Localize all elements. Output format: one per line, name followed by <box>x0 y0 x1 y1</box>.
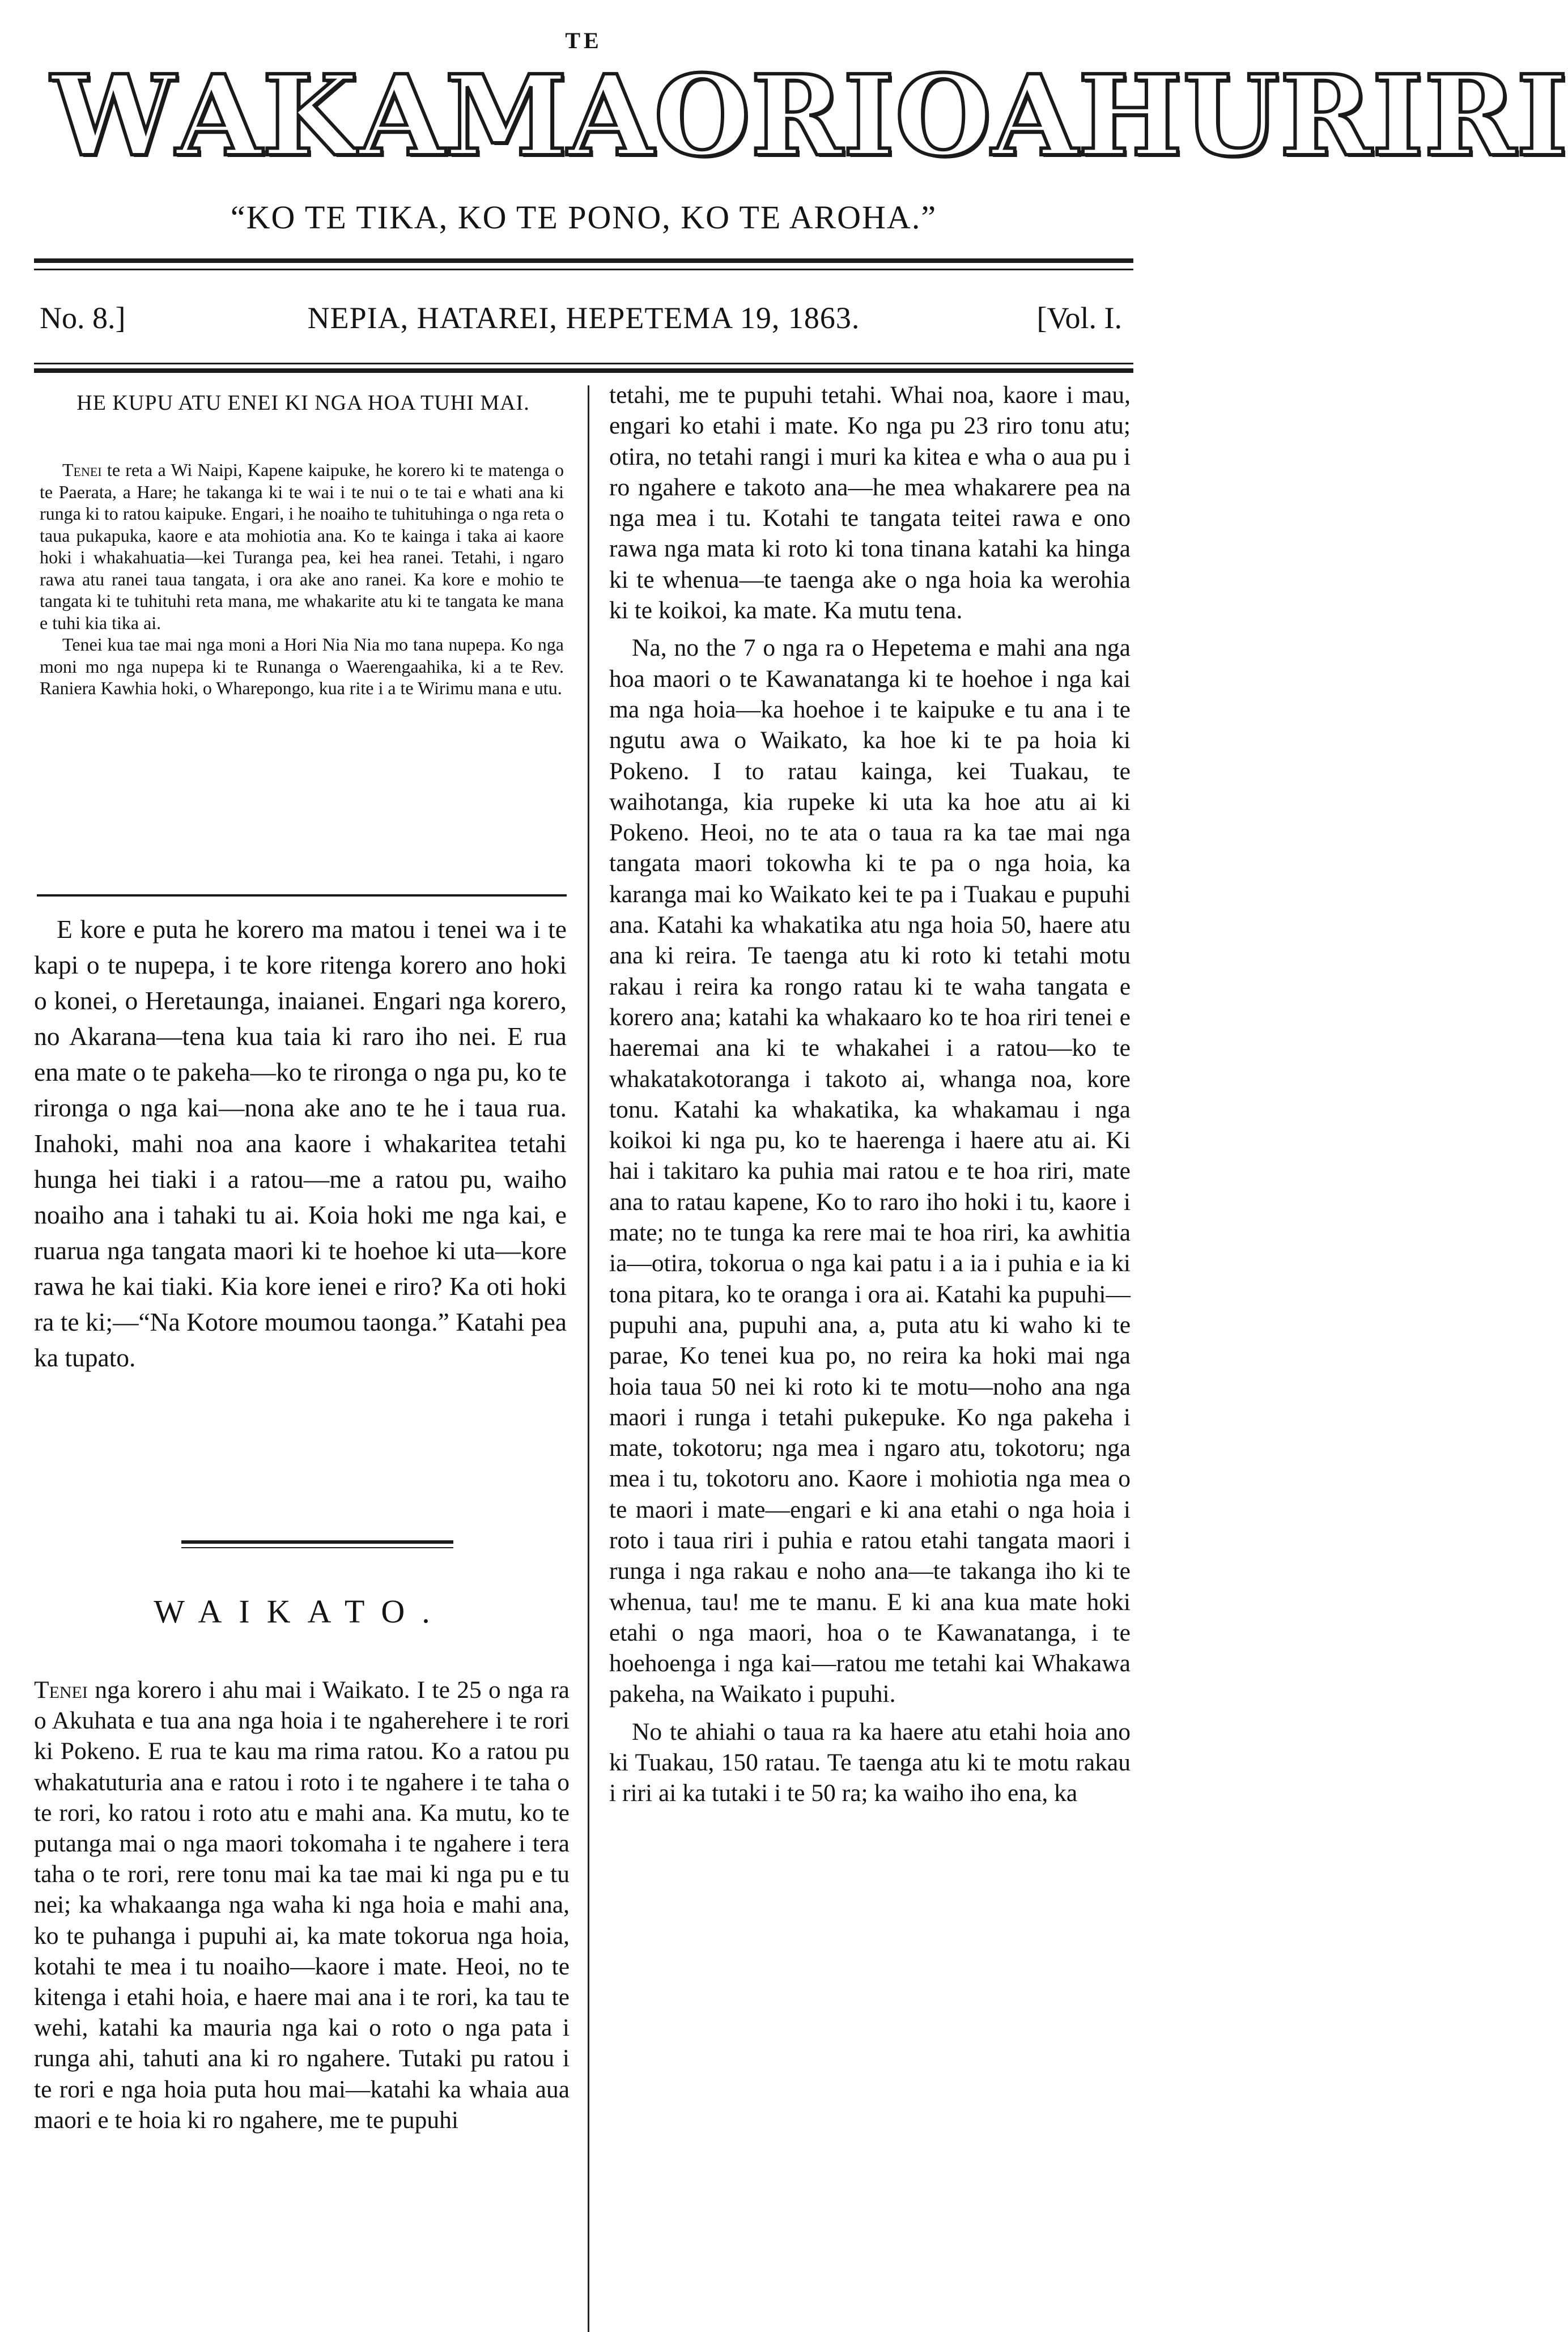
masthead-letter: A <box>358 51 445 181</box>
notice-body <box>40 459 564 699</box>
notice-lead: Tenei <box>62 460 102 480</box>
notice-paragraph <box>40 459 564 634</box>
motto: “KO TE TIKA, KO TE PONO, KO TE AROHA.” <box>230 199 937 236</box>
editorial-paragraph: E kore e puta he korero ma matou i tenei wa i te kapi o te nupepa, i te kore ritenga korero ano hoki o konei, o Heretaunga, inaianei. Engari nga korero, no Akarana—tena kua taia ki raro iho nei. E rua ena mate o te pakeha—ko te rironga o nga pu, ko te rironga o nga kai—nona ake ano te he i taua rua. Inahoki, mahi noa ana kaore i whakaritea tetahi hunga hei tiaki i a ratou—me a ratou pu, waiho noaiho ana i tahaki tu ai. Koia hoki me nga kai, e ruarua nga tangata maori ki te hoehoe ki uta—kore rawa he kai tiaki. Kia kore ienei e riro? Ka oti hoki ra te ki;—“Na Kotore moumou taonga.” Katahi pea ka tupato. <box>34 915 567 1372</box>
notice-text: te reta a Wi Naipi, Kapene kaipuke, he korero ki te matenga o te Paerata, a Hare; he takanga ki te wai i te nui o te tai e whati ana ki runga ki to ratou kaipuke. Engari, i he noaiho te tuhituhinga o nga reta o taua pukapuka, kaore e ata mohiotia ana. Ko te kainga i taka ai kaore hoki i whakahuatia—kei Turanga pea, kei hea ranei. Tetahi, i ngaro rawa atu ranei taua tangata, i ora ake ano ranei. Ka kore e mohio te tangata ki te tuhituhi reta mana, me whakarite atu ki te tangata ke mana e tuhi kia tika ai. <box>40 460 564 633</box>
masthead-letter: I <box>1371 51 1424 181</box>
masthead-letter: A <box>991 51 1078 181</box>
waikato-heading: WAIKATO. <box>154 1593 447 1630</box>
right-paragraph-3: No te ahiahi o taua ra ka haere atu etahi hoia ano ki Tuakau, 150 ratau. Te taenga atu ki te motu rakau i riri ai ka tutaki i te 50 ra; ka waiho iho ena, ka <box>609 1718 1131 1807</box>
masthead-letter: O <box>653 51 751 181</box>
notice-heading: HE KUPU ATU ENEI KI NGA HOA TUHI MAI. <box>77 391 530 415</box>
column-divider <box>588 385 589 2332</box>
masthead-letter: I <box>1516 51 1568 181</box>
header-rule-bottom <box>34 368 1133 373</box>
header-rule-top-thin <box>34 269 1133 270</box>
issue-line <box>34 295 1133 346</box>
issue-date: NEPIA, HATAREI, HEPETEMA 19, 1863. <box>307 301 860 335</box>
masthead-letter: R <box>1423 51 1516 181</box>
section-separator <box>37 894 567 897</box>
waikato-paragraph <box>34 1675 570 2135</box>
waikato-text: nga korero i ahu mai i Waikato. I te 25 o nga ra o Akuhata e tua ana nga hoia i te ngaherehere i te rori ki Pokeno. E rua te kau ma rima ratou. Ko a ratou pu whakatuturia ana e ratou i roto i te ngahere i te taha o te rori, ko ratou i roto atu e mahi ana. Ka mutu, ko te putanga mai o nga maori tokomaha i te ngahere i tera taha o te rori, rere tonu mai ka tae mai ki nga pu e tu nei; ka whakaanga nga waha ki nga hoia e mahi ana, ko te puhanga i pupuhi ai, ka mate tokorua nga hoia, kotahi te mea i tu noaiho—kaore i mate. Heoi, no te kitenga i etahi hoia, e haere mai ana i te rori, ka tau te wehi, katahi ka mauria nga kai o roto o nga pata i runga ahi, tahuti ana ki ro ngahere. Tutaki pu ratou i te rori e nga hoia puta hou mai—katahi ka whaia aua maori e te hoia ki ro ngahere, me te pupuhi <box>34 1676 570 2134</box>
masthead-letter: W <box>51 51 176 181</box>
waikato-article-continued <box>609 380 1131 1816</box>
masthead-letter: A <box>176 51 262 181</box>
masthead-letter: A <box>567 51 654 181</box>
right-paragraph-1: tetahi, me te pupuhi tetahi. Whai noa, kaore i mau, engari ko etahi i mate. Ko nga pu 23 riro tonu atu; otira, no tetahi rangi i muri ka kitea e wha o aua pu i ro ngahere e takoto ana—he mea whakarere pea na nga mea i tu. Kotahi te tangata teitei rawa e ono rawa nga mata ki roto ki tona tinana katahi ka hinga ki te whenua—te taenga ake o nga hoia ka werohia ki te koikoi, ka mate. Ka mutu tena. <box>609 381 1131 625</box>
masthead-letter: O <box>895 51 992 181</box>
right-paragraph-2: Na, no the 7 o nga ra o Hepetema e mahi ana nga hoa maori o te Kawanatanga ki te hoehoe i nga kai ma nga hoia—ka hoehoe i te kaipuke e tu ana i te ngutu awa o Waikato, ka hoe ki te pa hoia ki Pokeno. I to ratau kainga, kei Tuakau, te waihotanga, kia rupeke ki uta ka hoe atu ai ki Pokeno. Heoi, no te ata o taua ra ka tae mai nga tangata maori tokowha ki te pa o nga hoia, ka karanga mai ko Waikato kei te pa i Tuakau e pupuhi ana. Katahi ka whakatika atu nga hoia 50, haere atu ana ki reira. Te taenga atu ki roto ki tetahi motu rakau i reira ka rongo ratau ki te waha tangata e korero ana; katahi ka whakaaro ko te hoa riri tenei e haeremai ana ki te whakahei i a ratou—ko te whakatakotoranga i takoto ai, whanga noa, kore tonu. Katahi ka whakatika, ka whakamau i nga koikoi ki nga pu, ko te haerenga i haere atu ai. Ki hai i takitaro ka puhia mai ratou e te hoa riri, mate ana to ratau kapene, Ko to raro iho hoki i tu, kaore i mate; no te tunga ka rere mai te hoa riri, ka awhitia ia—otira, tokorua o nga kai patu i a ia i puhia e ia ki tona pitara, ko te oranga i ora ai. Katahi ka pupuhi—pupuhi ana, pupuhi ana, a, puta atu ki waho ki te parae, Ko tenei kua po, no reira ka hoki mai nga hoia taua 50 nei ki roto ki te motu—noho ana nga maori i runga i tetahi pukepuke. Ko nga pakeha i mate, tokotoru; nga mea i ngaro atu, tokotoru; nga mea i tu, tokotoru ano. Kaore i mohiotia nga mea o te maori i mate—engari e ki ana etahi o nga hoia i roto i taua riri i puhia e ratou etahi tangata maori i runga i nga rakau e noho ana—te takanga iho ki te whenua, tau! me te manu. E ki ana kua mate hoki etahi o nga maori, hoa o te Kawanatanga, i te hoehoenga i nga kai—ratou me tetahi kai Whakawa pakeha, na Waikato i pupuhi. <box>609 634 1131 1708</box>
masthead-letter: R <box>1279 51 1372 181</box>
header-rule-top <box>34 258 1133 263</box>
masthead-letter: M <box>444 51 568 181</box>
masthead-pre-title: TE <box>565 28 602 53</box>
header-rule-bottom-thin <box>34 363 1133 364</box>
masthead-letter: I <box>843 51 895 181</box>
editorial-article <box>34 911 567 1375</box>
masthead-letter: K <box>262 51 359 181</box>
masthead-title <box>51 51 1568 181</box>
waikato-lead: Tenei <box>34 1676 88 1704</box>
masthead-letter: R <box>750 51 843 181</box>
masthead-letter: U <box>1183 51 1280 181</box>
volume-number: [Vol. I. <box>1036 301 1122 335</box>
masthead-letter: H <box>1077 51 1183 181</box>
notice-paragraph-2: Tenei kua tae mai nga moni a Hori Nia Nia mo tana nupepa. Ko nga moni mo nga nupepa ki te Runanga o Waerengaahika, ki a te Rev. Raniera Kawhia hoki, o Wharepongo, kua rite i a te Wirimu mana e utu. <box>40 634 564 698</box>
issue-number: No. 8.] <box>40 301 126 335</box>
waikato-article <box>34 1675 570 2135</box>
